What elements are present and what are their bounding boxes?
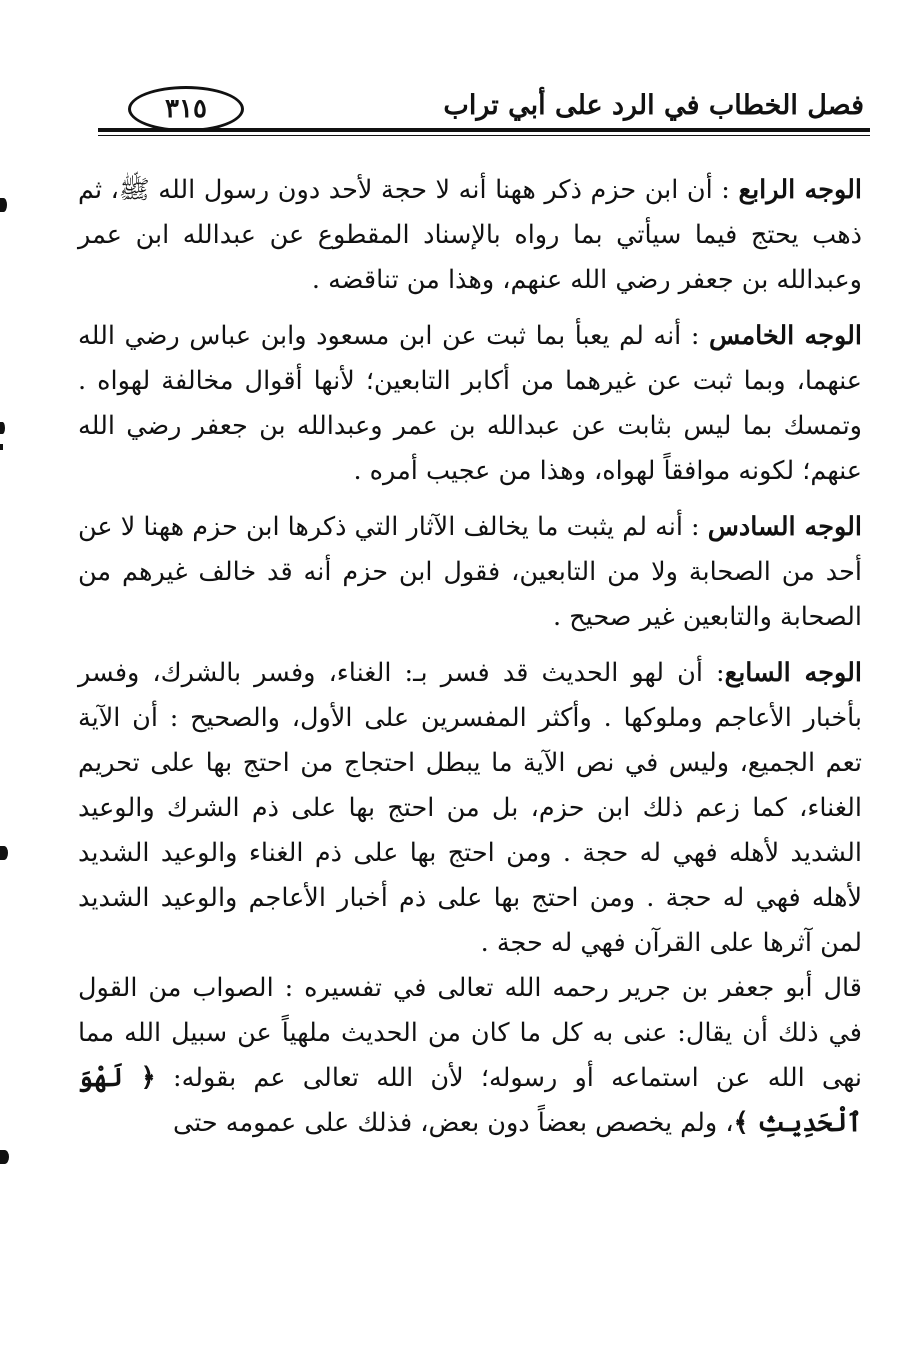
- paragraph-5th-aspect: [78, 314, 862, 494]
- paragraph-heading: الوجه السابع: [724, 658, 862, 688]
- paragraph-text: : أن لهو الحديث قد فسر بـ: الغناء، وفسر بالشرك، وفسر بأخبار الأعاجم وملوكها . وأكثر المفسرين على الأول، والصحيح : أن الآية تعم الجميع، وليس في نص الآية ما يبطل احتجاج من احتج بها على تحريم الغناء، كما زعم ذلك ابن حزم، بل من احتج بها على ذم الشرك والوعيد الشديد لأهله فهي له حجة . ومن احتج بها على ذم الغناء والوعيد الشديد لأهله فهي له حجة . ومن احتج بها على ذم أخبار الأعاجم والوعيد الشديد لمن آثرها على القرآن فهي له حجة .: [78, 658, 862, 958]
- margin-mark: [0, 846, 8, 860]
- paragraph-ibn-jarir-quote: [78, 966, 862, 1146]
- paragraph-4th-aspect: [78, 168, 862, 303]
- margin-mark: [0, 422, 5, 434]
- running-title: فصل الخطاب في الرد على أبي تراب: [443, 90, 864, 121]
- page-body: [78, 168, 862, 1146]
- paragraph-heading: الوجه الرابع: [738, 175, 862, 205]
- margin-mark: [0, 1150, 9, 1164]
- paragraph-text: ، ولم يخصص بعضاً دون بعض، فذلك على عمومه حتى: [172, 1108, 734, 1138]
- margin-mark: [0, 444, 3, 450]
- paragraph-heading: الوجه الخامس: [708, 321, 863, 351]
- margin-mark: [0, 198, 7, 212]
- header-rule: [98, 128, 870, 136]
- paragraph-text: : أنه لم يعبأ بما ثبت عن ابن مسعود وابن عباس رضي الله عنهما، وبما ثبت عن غيرهما من أكابر التابعين؛ لأنها أقوال مخالفة لهواه . وتمسك بما ليس بثابت عن عبدالله بن عمر وعبدالله بن جعفر رضي الله عنهم؛ لكونه موافقاً لهواه، وهذا من عجيب أمره .: [78, 321, 862, 486]
- paragraph-text: قال أبو جعفر بن جرير رحمه الله تعالى في تفسيره : الصواب من القول في ذلك أن يقال: عنى به كل ما كان من الحديث ملهياً عن سبيل الله مما نهى الله عن استماعه أو رسوله؛ لأن الله تعالى عم بقوله:: [78, 973, 862, 1093]
- quran-quote: ﴿ لَهْوَ ٱلْحَدِيثِ ﴾: [78, 1063, 862, 1138]
- paragraph-text: : أن ابن حزم ذكر ههنا أنه لا حجة لأحد دون رسول الله ﷺ، ثم ذهب يحتج فيما سيأتي بما رواه بالإسناد المقطوع عن عبدالله ابن عمر وعبدالله بن جعفر رضي الله عنهم، وهذا من تناقضه .: [78, 175, 862, 295]
- paragraph-text: : أنه لم يثبت ما يخالف الآثار التي ذكرها ابن حزم ههنا لا عن أحد من الصحابة ولا من التابعين، فقول ابن حزم أنه قد خالف غيرهم من الصحابة والتابعين غير صحيح .: [78, 512, 862, 632]
- paragraph-6th-aspect: [78, 505, 862, 640]
- paragraph-heading: الوجه السادس: [707, 512, 862, 542]
- page-number: ٣١٥: [128, 86, 244, 132]
- paragraph-7th-aspect: [78, 651, 862, 966]
- running-header: [98, 84, 870, 140]
